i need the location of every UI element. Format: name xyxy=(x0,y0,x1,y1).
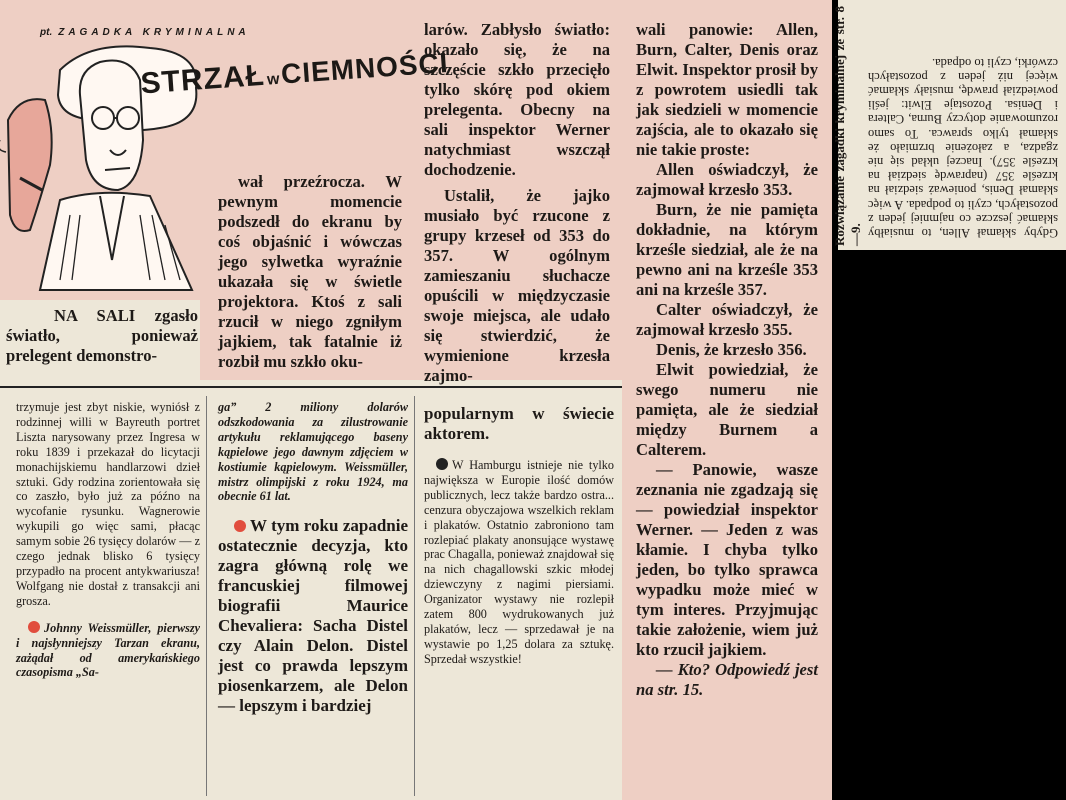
solution-title-wrap xyxy=(832,6,864,246)
news-c1-p1: trzymuje jest zbyt niskie, wyniósł z rodzinnej willi w Bayreuth portret Liszta narysowany przez Ingresa w roku 1839 i przekazał do licytacji monachijskiemu handlarzowi dzieł sztuki. Gdy rodzina zorientowała się co zaszło, było już za późno na wycofanie rysunku. Wagnerowie wykupili go więc sami, płacąc samym sobie 26 tysięcy dolarów — z czego jednak blisko 6 tysięcy przypadło na procent antykwariusza! Wolfgang nie dostał z transakcji ani grosza. xyxy=(16,400,200,608)
story-column-2 xyxy=(218,172,402,372)
story-col3-p1: larów. Zabłysło światło: okazało się, że na szczęście szkło przecięło tylko skórę pod okiem prelegenta. Obecny na sali inspektor Werner natychmiast wszczął dochodzenie. xyxy=(424,20,610,179)
story-col4-p5: Denis, że krzesło 356. xyxy=(656,340,807,359)
detective-drawing xyxy=(0,0,205,300)
story-col4-p6: Elwit powiedział, że swego numeru nie pamięta, ale że siedział między Burnem a Calterem. xyxy=(636,360,818,459)
news-column-1 xyxy=(16,400,200,800)
section-divider xyxy=(0,386,622,388)
black-bullet-icon xyxy=(436,458,448,470)
title-word-w: w xyxy=(266,70,281,89)
news-c3-p1: popularnym w świecie aktorem. xyxy=(424,404,614,443)
story-column-1 xyxy=(6,306,198,378)
solution-title: Rozwiązanie zagadki kryminalnej ze str. 8—9. xyxy=(832,6,863,246)
story-col4-p8: — Kto? Odpowiedź jest na str. 15. xyxy=(636,660,818,699)
red-bullet-icon xyxy=(234,520,246,532)
story-col4-p3: Burn, że nie pamięta dokładnie, na którym krześle siedział, ale że na pewno ani na krześle 353 ani na krześle 357. xyxy=(636,200,818,299)
illustration xyxy=(0,0,205,300)
solution-box xyxy=(832,0,1066,250)
kicker xyxy=(40,22,340,42)
news-c2-p1: ga” 2 miliony dolarów odszkodowania za zilustrowanie artykułu reklamującego baseny kąpielowe jego dawnym zdjęciem w kostiumie kąpielowym. Weissmüller, mistrz olimpijski z roku 1924, ma obecnie 61 lat. xyxy=(218,400,408,504)
title-word-1: STRZAŁ xyxy=(139,58,266,101)
story-col4-p1: wali panowie: Allen, Burn, Calter, Denis oraz Elwit. Inspektor prosił by z powrotem usiedli tak jak siedzieli w momencie zajścia, ale to okazało się nie takie proste: xyxy=(636,20,818,159)
kicker-prefix: pt. xyxy=(40,27,53,38)
story-lead-caps: NA SALI xyxy=(54,306,136,325)
solution-body-wrap xyxy=(868,55,1058,240)
story-column-3 xyxy=(424,20,610,385)
news-c1-p2: Johnny Weissmüller, pierwszy i najsłynniejszy Tarzan ekranu, zażądał od amerykańskiego czasopisma „Sa- xyxy=(16,620,200,680)
solution-rotated xyxy=(832,0,1066,250)
title-word-2: CIEMNOŚCI xyxy=(280,46,450,90)
news-column-3 xyxy=(424,404,614,800)
red-bullet-icon xyxy=(28,621,40,633)
news-c2-p2: W tym roku zapadnie ostatecznie decyzja, kto zagra główną rolę we francuskiej filmowej biografii Maurice Chevaliera: Sacha Distel czy Alain Delon. Distel jest co prawda lepszym piosenkarzem, ale Delon — lepszym i bardziej xyxy=(218,516,408,716)
news-c3-p2: W Hamburgu istnieje nie tylko największa w Europie ilość domów publicznych, lecz także bardzo ostra... cenzura obyczajowa wszelkich reklam i plakatów. Ostatnio zabroniono tam rozlepiać plakaty anonsujące wystawę prac Chagalla, ponieważ znajdował się na nich chagallowski szkic młodej dziewczyny z nagimi piersiami. Organizator wystawy nie rozlepił zatem 800 wydrukowanych już plakatów, lecz — sprzedawał je na wystawie po 1,25 dolara za sztukę. Sprzedał wszystkie! xyxy=(424,458,614,666)
kicker-text: ZAGADKA KRYMINALNA xyxy=(58,27,250,38)
story-col2-text: wał przeźrocza. W pewnym momencie podszedł do ekranu by coś objaśnić i wówczas jego sylwetka wyraźnie ukazała się w świetle projektora. Ktoś z sali rzucił w niego zgniłym jajkiem, tak fatalnie iż rozbił mu szkło oku- xyxy=(218,172,402,371)
story-column-4 xyxy=(636,20,818,790)
story-col4-p2: Allen oświadczył, że zajmował krzesło 353. xyxy=(636,160,818,199)
solution-body: Gdyby skłamał Allen, to musiałby skłamać jeszcze co najmniej jeden z pozostałych, czyli to podpada. A więc skłamał Denis, ponieważ siedział na krześle 357 (naprawdę siedział na krześle 357). Inaczej układ się nie zgadza, a założenie brzmiało że skłamał tylko sprawca. To samo rozumowanie dotyczy Burna, Caltera i Denisa. Pozostaje Elwit: jeśli powiedział prawdę, musiały skłamać więcej niż jeden z pozostałych czwórki, czyli to odpada. xyxy=(868,55,1058,240)
column-divider-1 xyxy=(206,396,207,796)
story-col4-p4: Calter oświadczył, że zajmował krzesło 355. xyxy=(636,300,818,339)
story-col1-text: zgasło światło, ponieważ prelegent demonstro- xyxy=(6,306,198,365)
column-divider-2 xyxy=(414,396,415,796)
story-col3-p2: Ustalił, że jajko musiało być rzucone z grupy krzeseł od 353 do 357. W ogólnym zamieszaniu słuchacze opuścili w międzyczasie swoje miejsca, ale udało się stwierdzić, że wymienione krzesła zajmo- xyxy=(424,186,610,385)
news-column-2 xyxy=(218,400,408,800)
story-col4-p7: — Panowie, wasze zeznania nie zgadzają się — powiedział inspektor Werner. — Jeden z was kłamie. I chyba tylko jeden, bo tylko sprawca wypadku może mieć w tym interes. Przyjmując takie założenie, wiem już kto rzucił jajkiem. xyxy=(636,460,818,659)
